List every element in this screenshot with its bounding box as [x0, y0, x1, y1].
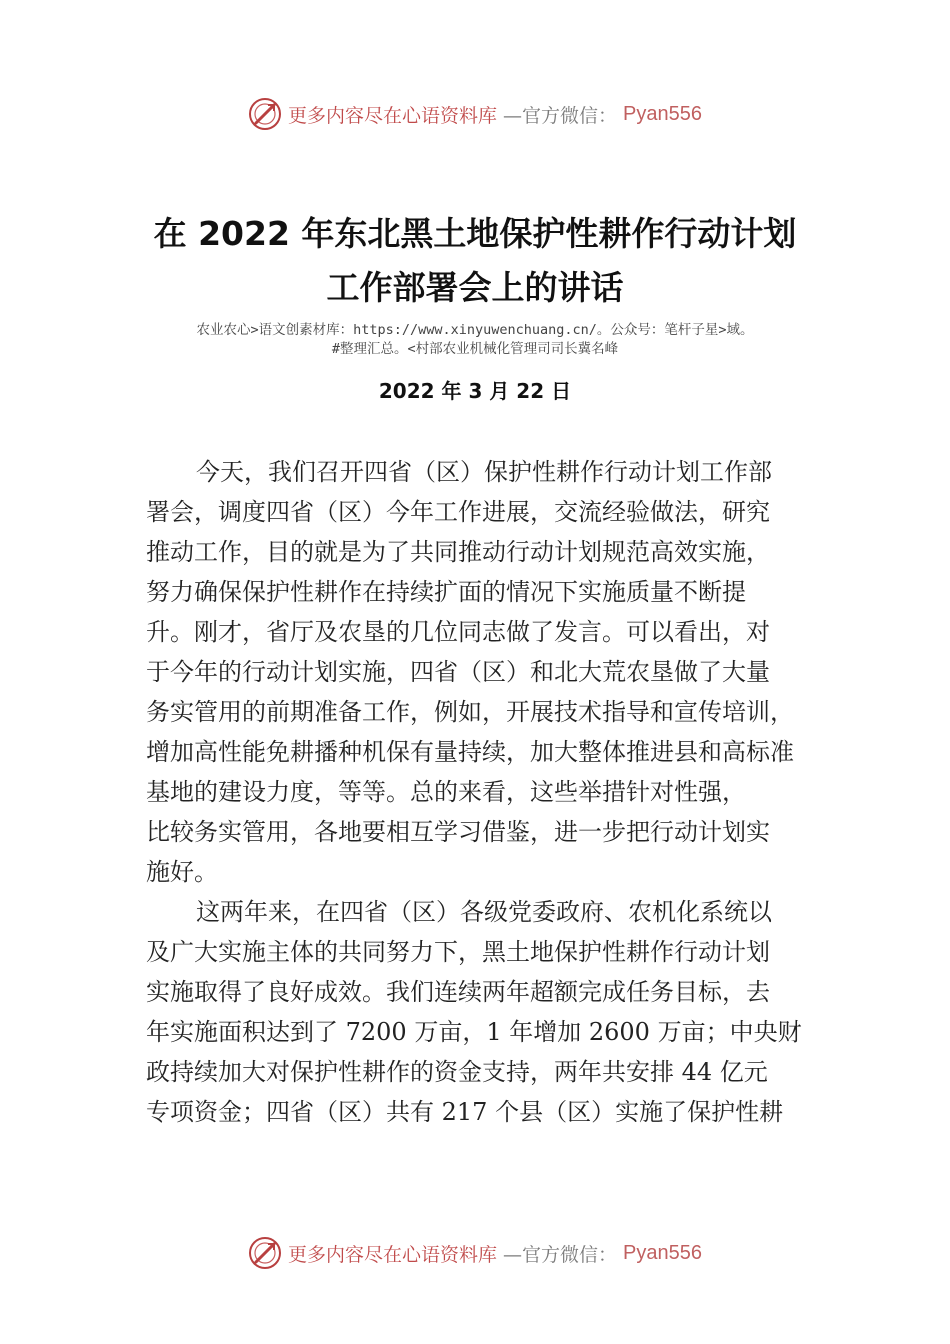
source-note-line-2: #整理汇总。<村部农业机械化管理司司长冀名峰 — [331, 341, 619, 357]
header-watermark — [0, 94, 950, 134]
brush-logo-icon — [248, 1236, 282, 1270]
paragraph-line: 今天，我们召开四省（区）保护性耕作行动计划工作部 — [196, 458, 772, 486]
paragraph-line: 推动工作，目的就是为了共同推动行动计划规范高效实施， — [146, 538, 770, 566]
paragraph-line: 比较务实管用，各地要相互学习借鉴，进一步把行动计划实 — [146, 818, 770, 846]
document-body — [146, 452, 806, 1132]
paragraph-line: 署会，调度四省（区）今年工作进展，交流经验做法，研究 — [146, 498, 770, 526]
paragraph-line: 专项资金；四省（区）共有 217 个县（区）实施了保护性耕 — [146, 1098, 784, 1126]
document-title-line-1: 在 2022 年东北黑土地保护性耕作行动计划 — [153, 214, 797, 253]
watermark-text: 更多内容尽在心语资料库 — [288, 104, 498, 127]
paragraph-line: 于今年的行动计划实施，四省（区）和北大荒农垦做了大量 — [146, 658, 770, 686]
footer-watermark — [0, 1233, 950, 1273]
paragraph-line: 务实管用的前期准备工作，例如，开展技术指导和宣传培训， — [146, 698, 794, 726]
paragraph-line: 增加高性能免耕播种机保有量持续，加大整体推进县和高标准 — [146, 738, 794, 766]
paragraph-line: 实施取得了良好成效。我们连续两年超额完成任务目标，去 — [146, 978, 770, 1006]
brush-logo-icon — [248, 97, 282, 131]
wechat-id: Pyan556 — [623, 102, 702, 125]
paragraph-line: 年实施面积达到了 7200 万亩，1 年增加 2600 万亩；中央财 — [146, 1018, 802, 1046]
source-note-line-1: 农业农心>语文创素材库：https://www.xinyuwenchuang.cn/。公众号：笔杆子星>域。 — [196, 322, 754, 338]
paragraph-line: 努力确保保护性耕作在持续扩面的情况下实施质量不断提 — [146, 578, 746, 606]
paragraph-2 — [146, 892, 806, 1132]
watermark-text: 更多内容尽在心语资料库 — [288, 1243, 498, 1266]
watermark-subtext: —官方微信： — [503, 1243, 618, 1266]
document-date: 2022 年 3 月 22 日 — [378, 379, 572, 403]
source-note — [120, 321, 830, 359]
paragraph-line: 及广大实施主体的共同努力下，黑土地保护性耕作行动计划 — [146, 938, 770, 966]
paragraph-line: 基地的建设力度，等等。总的来看，这些举措针对性强， — [146, 778, 746, 806]
paragraph-line: 升。刚才，省厅及农垦的几位同志做了发言。可以看出，对 — [146, 618, 770, 646]
wechat-id: Pyan556 — [623, 1241, 702, 1264]
paragraph-line: 政持续加大对保护性耕作的资金支持，两年共安排 44 亿元 — [146, 1058, 768, 1086]
paragraph-line: 施好。 — [146, 858, 218, 886]
paragraph-line: 这两年来，在四省（区）各级党委政府、农机化系统以 — [196, 898, 772, 926]
watermark-subtext: —官方微信： — [503, 104, 618, 127]
paragraph-1 — [146, 452, 806, 892]
document-title-line-2: 工作部署会上的讲话 — [326, 268, 624, 307]
